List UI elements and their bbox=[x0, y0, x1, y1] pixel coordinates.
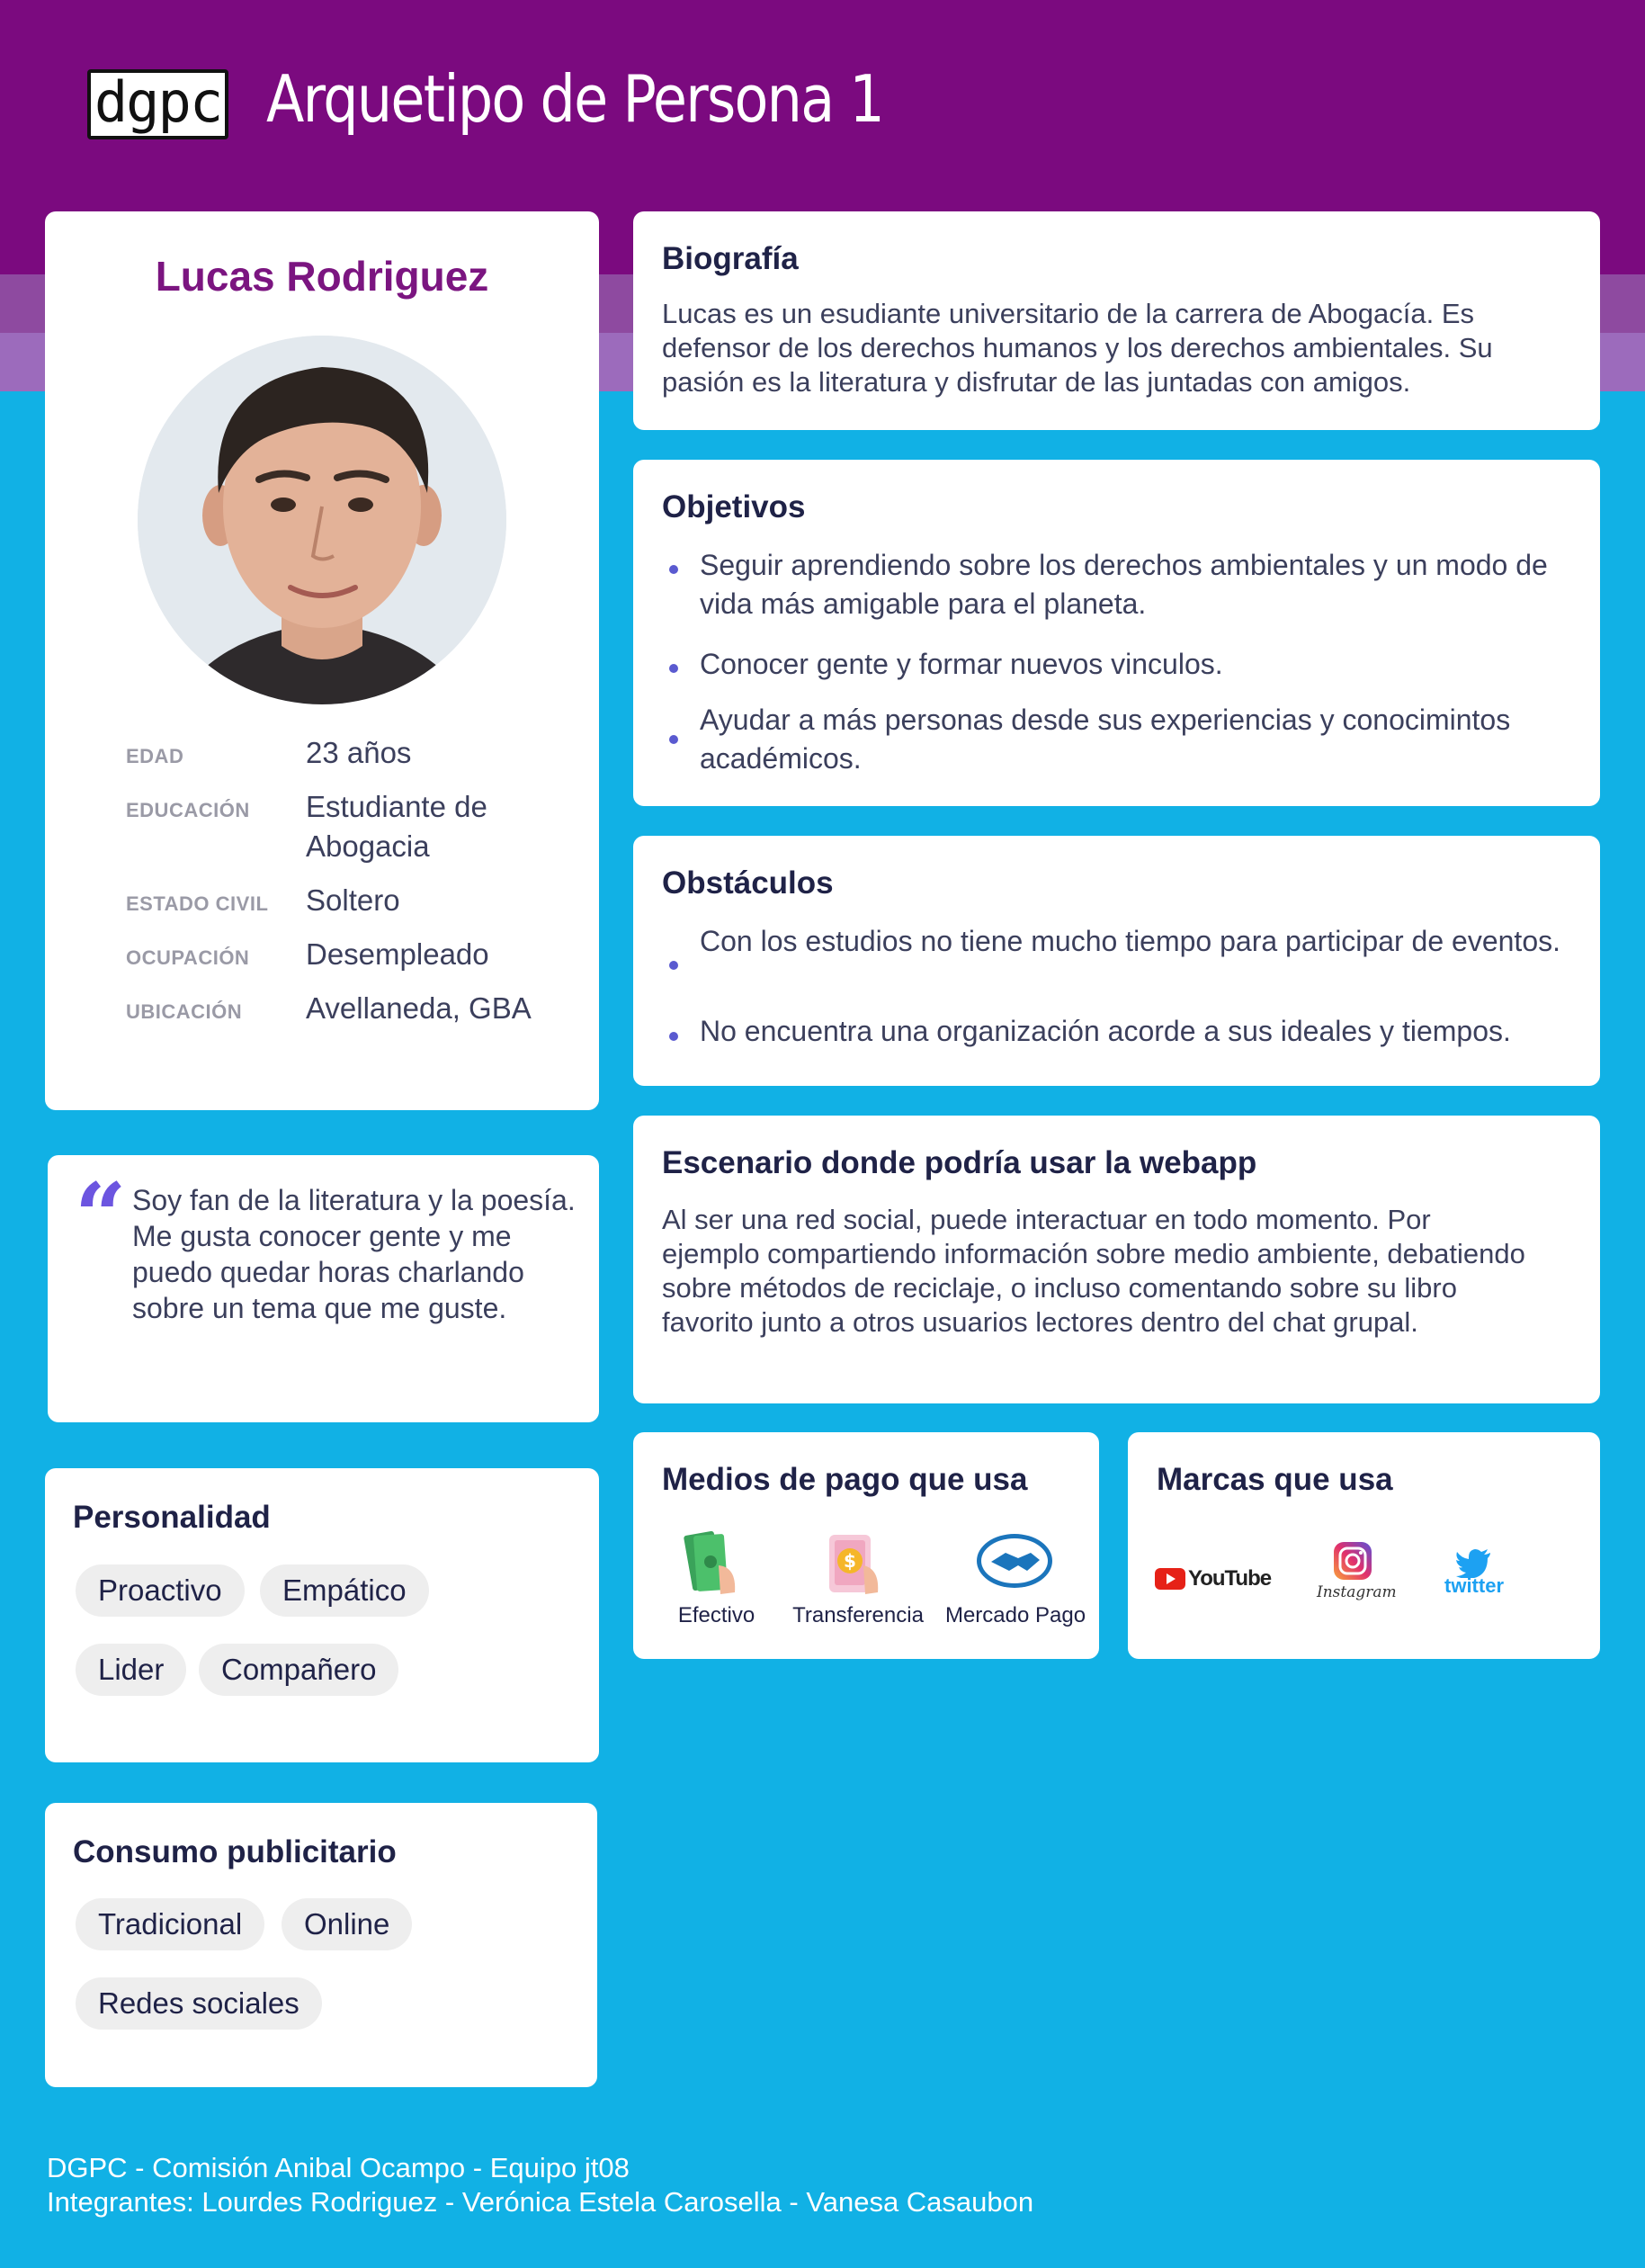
profile-card bbox=[45, 211, 599, 1110]
bullet-icon bbox=[669, 664, 678, 673]
dgpc-logo: dgpc bbox=[87, 69, 228, 139]
age-label: EDAD bbox=[126, 745, 184, 767]
biography-title: Biografía bbox=[662, 241, 799, 276]
payments-card bbox=[633, 1432, 1099, 1659]
bullet-icon bbox=[669, 735, 678, 744]
education-label: EDUCACIÓN bbox=[126, 799, 250, 821]
tag-proactivo: Proactivo bbox=[76, 1564, 245, 1617]
payment-label-efectivo: Efectivo bbox=[677, 1603, 755, 1627]
bullet-icon bbox=[669, 961, 678, 970]
scenario-title: Escenario donde podría usar la webapp bbox=[662, 1145, 1257, 1180]
twitter-label: twitter bbox=[1444, 1574, 1504, 1597]
goals-title: Objetivos bbox=[662, 489, 806, 524]
twitter-icon bbox=[1425, 1549, 1524, 1612]
occupation-value: Desempleado bbox=[306, 937, 489, 971]
occupation-label: OCUPACIÓN bbox=[126, 946, 250, 969]
tag-empatico: Empático bbox=[260, 1564, 429, 1617]
age-value: 23 años bbox=[306, 736, 412, 769]
biography-card bbox=[633, 211, 1600, 430]
mercado-pago-icon bbox=[975, 1531, 1054, 1591]
payment-label-mercado-pago: Mercado Pago bbox=[944, 1603, 1086, 1627]
quote-text: Soy fan de la literatura y la poesía. Me gusta conocer gente y me puedo quedar horas charlando sobre un tema que me guste. bbox=[132, 1184, 576, 1324]
bullet-icon bbox=[669, 1032, 678, 1041]
quote-card bbox=[48, 1155, 599, 1422]
avatar bbox=[138, 336, 506, 704]
payments-title: Medios de pago que usa bbox=[662, 1462, 1028, 1497]
tag-redes-sociales: Redes sociales bbox=[76, 1977, 322, 2030]
instagram-icon bbox=[1317, 1540, 1397, 1612]
page-title: Arquetipo de Persona 1 bbox=[266, 61, 884, 137]
footer-line-2: Integrantes: Lourdes Rodriguez - Verónica Estela Carosella - Vanesa Casaubon bbox=[47, 2186, 1034, 2218]
goals-card bbox=[633, 460, 1600, 806]
goal-item: Seguir aprendiendo sobre los derechos ambientales y un modo de vida más amigable para el planeta. bbox=[700, 549, 1548, 620]
goal-item: Conocer gente y formar nuevos vinculos. bbox=[700, 648, 1223, 680]
obstacles-title: Obstáculos bbox=[662, 865, 834, 901]
tag-online: Online bbox=[282, 1898, 412, 1950]
advertising-title: Consumo publicitario bbox=[73, 1834, 397, 1869]
youtube-icon bbox=[1155, 1563, 1271, 1595]
location-label: UBICACIÓN bbox=[126, 1000, 243, 1023]
footer-line-1: DGPC - Comisión Anibal Ocampo - Equipo jt08 bbox=[47, 2152, 630, 2183]
svg-text:$: $ bbox=[844, 1550, 856, 1572]
obstacle-item: No encuentra una organización acorde a sus ideales y tiempos. bbox=[700, 1015, 1511, 1047]
obstacle-item: Con los estudios no tiene mucho tiempo para participar de eventos. bbox=[700, 925, 1560, 957]
youtube-label: YouTube bbox=[1188, 1566, 1272, 1591]
personality-title: Personalidad bbox=[73, 1500, 271, 1535]
quote-icon: “ bbox=[75, 1163, 127, 1269]
goal-item: Ayudar a más personas desde sus experiencias y conocimintos académicos. bbox=[700, 704, 1511, 775]
tag-tradicional: Tradicional bbox=[76, 1898, 264, 1950]
cash-icon bbox=[683, 1529, 746, 1597]
bullet-icon bbox=[669, 565, 678, 574]
brands-card bbox=[1128, 1432, 1600, 1659]
instagram-label: Instagram bbox=[1317, 1583, 1397, 1601]
brands-title: Marcas que usa bbox=[1157, 1462, 1393, 1497]
tag-lider: Lider bbox=[76, 1644, 186, 1696]
payment-label-transferencia: Transferencia bbox=[792, 1603, 924, 1627]
personality-card bbox=[45, 1468, 599, 1762]
phone-transfer-icon bbox=[822, 1529, 885, 1597]
person-name: Lucas Rodriguez bbox=[155, 253, 489, 300]
scenario-text: Al ser una red social, puede interactuar en todo momento. Por ejemplo compartiendo información sobre medio ambiente, debatiendo sobre métodos de reciclaje, o incluso comentando sobre su libro favorito junto a otros usuarios lectores dentro del chat grupal. bbox=[662, 1204, 1525, 1338]
tag-companero: Compañero bbox=[199, 1644, 398, 1696]
biography-text: Lucas es un esudiante universitario de la carrera de Abogacía. Es defensor de los derechos humanos y los derechos ambientales. Su pasión es la literatura y disfrutar de las juntadas con amigos. bbox=[662, 298, 1493, 398]
scenario-card bbox=[633, 1116, 1600, 1403]
location-value: Avellaneda, GBA bbox=[306, 991, 532, 1025]
education-value: Estudiante de Abogacia bbox=[306, 790, 487, 863]
civil-status-label: ESTADO CIVIL bbox=[126, 892, 269, 915]
civil-status-value: Soltero bbox=[306, 883, 400, 917]
obstacles-card bbox=[633, 836, 1600, 1086]
advertising-card bbox=[45, 1803, 597, 2087]
